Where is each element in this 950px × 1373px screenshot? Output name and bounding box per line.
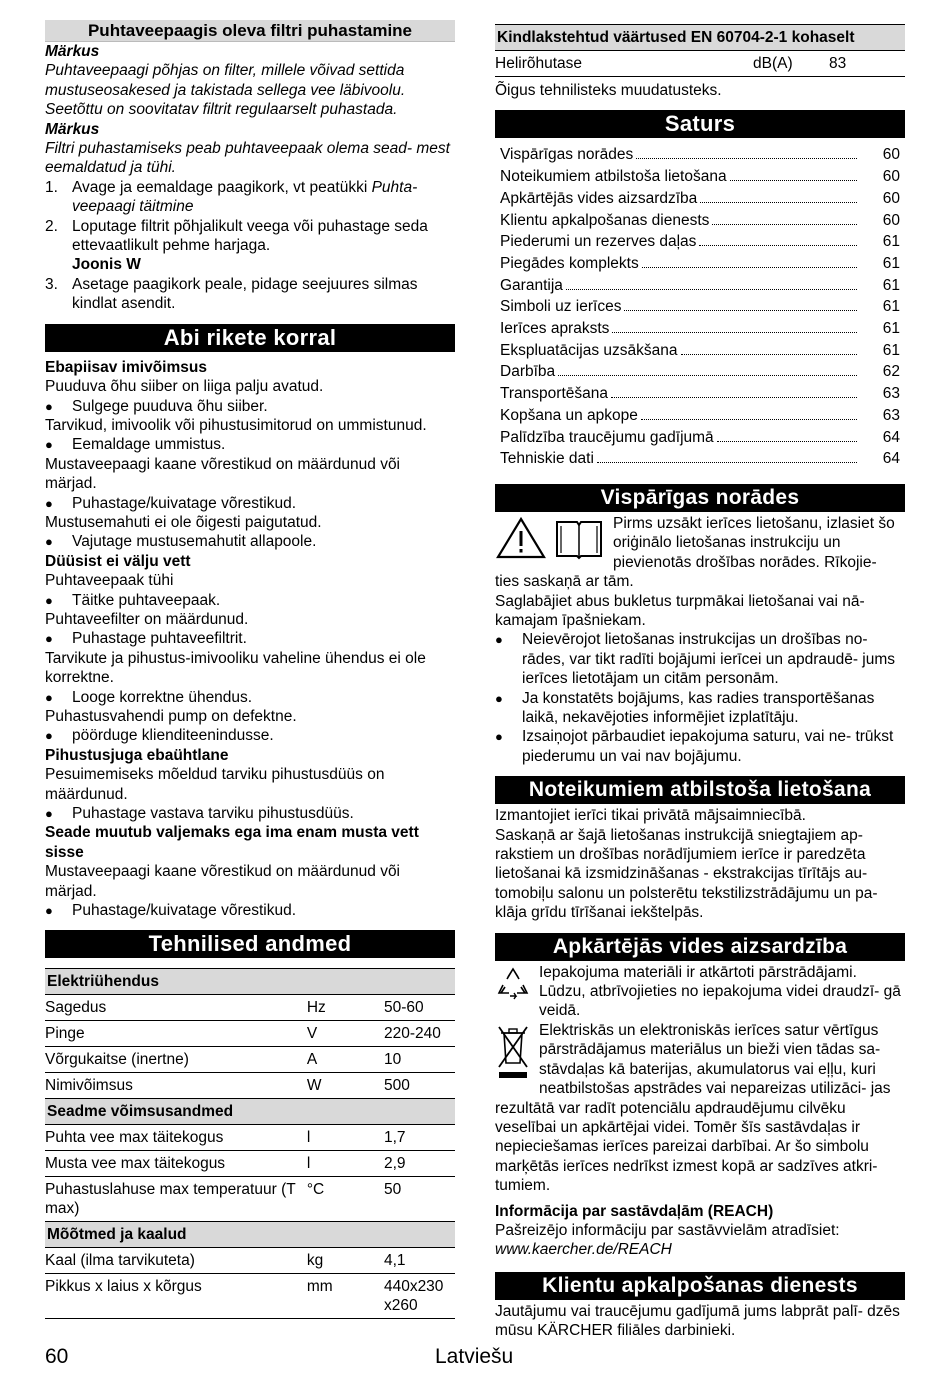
remedy-text: Looge korrektne ühendus.: [72, 688, 253, 706]
toc-leader: [611, 397, 857, 398]
en-table: [495, 24, 905, 77]
toc-title: Ierīces apraksts: [500, 320, 610, 338]
toc-page: 60: [882, 189, 900, 207]
bullet-item: [45, 532, 455, 551]
bullet-dot: ●: [495, 632, 503, 648]
note-label: Märkus: [45, 43, 100, 60]
en-row-value: 83: [829, 51, 905, 77]
table-section-row: [45, 1222, 455, 1248]
step-item: [45, 217, 455, 256]
table-row: [45, 1021, 455, 1047]
note-text: Puhtaveepaagi põhjas on filter, millele võivad settida mustuseosakesed ja takistada sellega vee läbivoolu. Seetõttu on soovitatav filtrit regulaarselt puhastada.: [45, 62, 406, 119]
step-text: Asetage paagikork peale, pidage seejuures silmas kindlat asendit.: [72, 275, 418, 313]
toc-title: Darbība: [500, 363, 556, 381]
table-row: [45, 1248, 455, 1274]
note-label: Märkus: [45, 120, 100, 138]
intended-use-text: Saskaņā ar šajā lietošanas instrukcijā sniegtajiem ap- rakstiem un drošības norādījumiem ierīce ir paredzēta lietošanai kā izsmidzināšanas - ekstrakcijas tīrītājs au- tomobiļu salonu un polsterētu tekstilizstrādājumu un pa- klāja grīdu tīrīšanai iekštelpās.: [495, 826, 878, 922]
env-weee-text: Elektriskās un elektroniskās ierīces satur vērtīgus pārstrādājamus materiālus un bieži vien tādas sa- stāvdaļas kā baterijas, akumulatorus vai eļļu, kuri neatbilstošas apstrādes vai nepareizas utilizāci- jas rezultātā var radīt potenciālu apdraudējumu cilvēku veselībai un apkārtējai videi. Tomēr šīs sastāvdaļas ir nepieciešamas ierīces pareizai darbībai. Ar šo simbolu marķētās ierīces nedrīkst izmest kopā ar sadzīves atkri- tumiem.: [495, 1021, 891, 1195]
table-section-row: [45, 1099, 455, 1125]
recycling-icon: [495, 965, 531, 1008]
remedy-text: Eemaldage ummistus.: [72, 436, 226, 454]
table-section-label: Seadme võimsusandmed: [45, 1099, 455, 1125]
left-column: [45, 20, 455, 1319]
bullet-text: Izsaiņojot pārbaudiet iepakojuma saturu, vai ne- trūkst piederumu un vai nav bojājumu.: [522, 728, 894, 765]
toc-leader: [717, 441, 857, 442]
toc-leader: [612, 332, 857, 333]
bullet-dot: ●: [45, 728, 53, 744]
bullet-item: [45, 591, 455, 610]
crossed-bin-icon: [495, 1023, 531, 1086]
toc-title: Palīdzība traucējumu gadījumā: [500, 428, 714, 446]
tech-heading: Tehnilised andmed: [45, 930, 455, 958]
toc-page: 61: [882, 276, 900, 294]
toc-entry[interactable]: [495, 275, 905, 297]
trouble-list: [45, 358, 455, 921]
toc-entry[interactable]: [495, 448, 905, 470]
bullet-dot: ●: [45, 437, 53, 453]
figure-ref: Joonis W: [72, 256, 141, 274]
table-cell-label: Võrgukaitse (inertne): [45, 1047, 307, 1073]
toc-title: Tehniskie dati: [500, 450, 594, 468]
table-cell-unit: W: [307, 1073, 384, 1099]
fault-cause: Puhtaveepaak tühi: [45, 572, 174, 590]
table-cell-unit: Hz: [307, 995, 384, 1021]
toc-leader: [636, 158, 857, 159]
toc-page: 64: [882, 428, 900, 446]
toc-entry[interactable]: [495, 166, 905, 188]
remedy-text: Puhastage/kuivatage võrestikud.: [72, 902, 297, 920]
toc-title: Apkārtējās vides aizsardzība: [500, 189, 698, 207]
table-cell-unit: V: [307, 1021, 384, 1047]
toc-leader: [700, 202, 857, 203]
bullet-item: [45, 688, 455, 707]
fault-cause: Tarvikud, imivoolik või pihustusimitorud on ummistunud.: [45, 416, 427, 434]
table-cell-value: 1,7: [384, 1125, 455, 1151]
table-cell-label: Puhastuslahuse max temperatuur (T max): [45, 1177, 307, 1222]
table-cell-value: 50-60: [384, 995, 455, 1021]
fault-cause: Mustaveepaagi kaane võrestikud on määrdunud või märjad.: [45, 455, 401, 493]
toc-title: Kopšana un apkope: [500, 406, 638, 424]
toc-page: 64: [882, 450, 900, 468]
toc-entry[interactable]: [495, 383, 905, 405]
toc-leader: [566, 289, 857, 290]
toc-page: 60: [882, 146, 900, 164]
fault-cause: Mustusemahuti ei ole õigesti paigutatud.: [45, 513, 322, 531]
remedy-text: Täitke puhtaveepaak.: [72, 591, 221, 609]
bullet-item: [45, 494, 455, 513]
reach-text: Pašreizējo informāciju par sastāvvielām atradīsiet:: [495, 1221, 840, 1239]
warning-icon: [495, 516, 547, 565]
general-heading: Vispārīgas norādes: [495, 484, 905, 512]
toc-title: Simboli uz ierīces: [500, 298, 622, 316]
toc-title: Vispārīgas norādes: [500, 146, 634, 164]
table-row: [45, 1151, 455, 1177]
toc-entry[interactable]: [495, 231, 905, 253]
fault-cause: Puhtaveefilter on määrdunud.: [45, 610, 249, 628]
remedy-text: Puhastage vastava tarviku pihustusdüüs.: [72, 805, 354, 823]
bullet-item: [45, 726, 455, 745]
toc-leader: [597, 462, 857, 463]
bullet-dot: ●: [495, 729, 503, 745]
table-row: [45, 1073, 455, 1099]
general-keep: Saglabājiet abus bukletus turpmākai lietošanai vai nā- kamajam īpašniekam.: [495, 592, 865, 629]
remedy-text: Vajutage mustusemahutit allapoole.: [72, 533, 317, 551]
step-number: 2.: [45, 217, 58, 235]
toc-entry[interactable]: [495, 427, 905, 449]
toc-page: 60: [882, 211, 900, 229]
toc-list: [495, 144, 905, 470]
toc-entry[interactable]: [495, 296, 905, 318]
bullet-dot: ●: [45, 631, 53, 647]
table-row: [45, 1274, 455, 1319]
tech-table: [45, 968, 455, 1319]
toc-entry[interactable]: [495, 210, 905, 232]
env-recycle-block: [495, 963, 905, 1021]
table-section-label: Elektriühendus: [45, 969, 455, 995]
bullet-item: [45, 435, 455, 454]
fault-cause: Mustaveepaagi kaane võrestikud on määrdunud või märjad.: [45, 863, 401, 900]
bullet-dot: ●: [45, 495, 53, 511]
remedy-text: Puhastage/kuivatage võrestikud.: [72, 494, 297, 512]
toc-title: Transportēšana: [500, 385, 608, 403]
step-number: 1.: [45, 178, 58, 196]
table-row: [45, 995, 455, 1021]
toc-leader: [730, 180, 857, 181]
table-cell-value: 50: [384, 1177, 455, 1222]
fault-cause: Pesuimemiseks mõeldud tarviku pihustusdüüs on määrdunud.: [45, 766, 385, 803]
toc-heading: Saturs: [495, 110, 905, 138]
bullet-text: Ja konstatēts bojājums, kas radies transportēšanas laikā, nekavējoties informējiet izplatītāju.: [522, 689, 875, 727]
toc-title: Klientu apkalpošanas dienests: [500, 211, 710, 229]
table-cell-unit: l: [307, 1125, 384, 1151]
bullet-dot: ●: [45, 689, 53, 705]
toc-title: Piegādes komplekts: [500, 254, 639, 272]
toc-entry[interactable]: [495, 253, 905, 275]
step-text-main: Avage ja eemaldage paagikork, vt peatükki: [72, 178, 372, 196]
table-cell-label: Puhta vee max täitekogus: [45, 1125, 307, 1151]
bullet-item: [45, 804, 455, 823]
trouble-heading: Abi rikete korral: [45, 324, 455, 352]
table-row: [45, 1047, 455, 1073]
toc-page: 61: [882, 341, 900, 359]
note-text: Filtri puhastamiseks peab puhtaveepaak olema sead- mest eemaldatud ja tühi.: [45, 140, 450, 177]
toc-page: 61: [882, 254, 900, 272]
toc-leader: [699, 245, 857, 246]
reach-label: Informācija par sastāvdaļām (REACH): [495, 1202, 774, 1220]
toc-entry[interactable]: [495, 144, 905, 166]
toc-page: 61: [882, 233, 900, 251]
page-number: 60: [45, 1345, 69, 1368]
toc-page: 61: [882, 320, 900, 338]
step-text: [72, 178, 455, 217]
fault-cause: Puhastusvahendi pump on defektne.: [45, 708, 297, 725]
toc-page: 62: [882, 363, 900, 381]
toc-title: Piederumi un rezerves daļas: [500, 233, 697, 251]
toc-page: 63: [882, 406, 900, 424]
table-cell-value: 4,1: [384, 1248, 455, 1274]
service-text: Jautājumu vai traucējumu gadījumā jums labprāt palī- dzēs mūsu KÄRCHER filiāles darbinieki.: [495, 1302, 900, 1340]
toc-entry[interactable]: [495, 361, 905, 383]
remedy-text: Sulgege puuduva õhu siiber.: [72, 397, 268, 415]
en-table-heading: Kindlakstehtud väärtused EN 60704-2-1 kohaselt: [495, 25, 905, 51]
toc-title: Noteikumiem atbilstoša lietošana: [500, 168, 727, 186]
toc-page: 61: [882, 298, 900, 316]
remedy-text: pöörduge klienditeenindusse.: [72, 727, 274, 745]
bullet-item: [495, 689, 905, 728]
table-cell-unit: l: [307, 1151, 384, 1177]
service-heading: Klientu apkalpošanas dienests: [495, 1272, 905, 1300]
manual-book-icon: [553, 516, 605, 565]
toc-title: Garantija: [500, 276, 563, 294]
step-item: [45, 275, 455, 314]
filter-heading: Puhtaveepaagis oleva filtri puhastamine: [45, 20, 455, 42]
table-cell-value: 10: [384, 1047, 455, 1073]
table-section-label: Mõõtmed ja kaalud: [45, 1222, 455, 1248]
table-row: [45, 1177, 455, 1222]
table-cell-value: 220-240: [384, 1021, 455, 1047]
table-cell-unit: °C: [307, 1177, 384, 1222]
toc-page: 63: [882, 385, 900, 403]
table-cell-unit: A: [307, 1047, 384, 1073]
bullet-item: [45, 629, 455, 648]
toc-leader: [681, 354, 858, 355]
fault-heading: Seade muutub valjemaks ega ima enam musta vett sisse: [45, 824, 419, 861]
toc-entry[interactable]: [495, 188, 905, 210]
toc-leader: [558, 375, 857, 376]
rights-note: Õigus tehnilisteks muudatusteks.: [495, 82, 722, 99]
toc-entry[interactable]: [495, 405, 905, 427]
toc-leader: [712, 224, 857, 225]
bullet-dot: ●: [45, 534, 53, 550]
table-cell-unit: mm: [307, 1274, 384, 1319]
bullet-dot: ●: [45, 806, 53, 822]
toc-entry[interactable]: [495, 318, 905, 340]
bullet-item: [45, 397, 455, 416]
table-cell-unit: kg: [307, 1248, 384, 1274]
table-cell-value: 2,9: [384, 1151, 455, 1177]
table-cell-label: Sagedus: [45, 995, 307, 1021]
bullet-item: [495, 727, 905, 766]
toc-entry[interactable]: [495, 340, 905, 362]
table-cell-label: Pinge: [45, 1021, 307, 1047]
reach-link[interactable]: www.kaercher.de/REACH: [495, 1241, 672, 1259]
fault-heading: Düüsist ei välju vett: [45, 552, 191, 570]
intended-use-heading: Noteikumiem atbilstoša lietošana: [495, 776, 905, 804]
step-number: 3.: [45, 275, 58, 293]
environment-heading: Apkārtējās vides aizsardzība: [495, 933, 905, 961]
bullet-dot: ●: [45, 592, 53, 608]
page-language: Latviešu: [435, 1345, 514, 1368]
general-intro-block: [495, 514, 905, 592]
step-text: Loputage filtrit põhjalikult veega või puhastage seda ettevaatlikult pehme harjaga.: [72, 217, 428, 255]
table-cell-label: Nimivõimsus: [45, 1073, 307, 1099]
en-row-label: Helirõhutase: [495, 51, 753, 77]
toc-leader: [642, 267, 857, 268]
table-cell-value: 440x230 x260: [384, 1274, 455, 1319]
table-cell-label: Musta vee max täitekogus: [45, 1151, 307, 1177]
toc-title: Ekspluatācijas uzsākšana: [500, 341, 678, 359]
remedy-text: Puhastage puhtaveefiltrit.: [72, 630, 247, 648]
env-weee-block: [495, 1021, 905, 1196]
general-intro: Pirms uzsākt ierīces lietošanu, izlasiet šo oriģinālo lietošanas instrukciju un pievienotās drošības norādes. Rīkojie- ties saskaņā ar tām.: [495, 514, 895, 591]
table-section-row: [45, 969, 455, 995]
step-ref: Puhta- veepaagi täitmine: [72, 178, 418, 216]
en-row-unit: dB(A): [753, 51, 829, 77]
bullet-dot: ●: [495, 690, 503, 706]
fault-cause: Tarvikute ja pihustus-imivooliku vaheline ühendus ei ole korrektne.: [45, 649, 426, 687]
table-cell-value: 500: [384, 1073, 455, 1099]
bullet-text: Neievērojot lietošanas instrukcijas un drošības no- rādes, var tikt radīti bojājumi ierīcei un apdraudē- jums ierīces lietotājam un citām personām.: [522, 631, 896, 688]
step-item: [45, 178, 455, 217]
right-column: [495, 24, 905, 1341]
table-cell-label: Kaal (ilma tarvikuteta): [45, 1248, 307, 1274]
bullet-dot: ●: [45, 903, 53, 919]
fault-heading: Pihustusjuga ebaühtlane: [45, 746, 229, 764]
env-recycle-text: Iepakojuma materiāli ir atkārtoti pārstrādājami. Lūdzu, atbrīvojieties no iepakojuma videi draudzī- gā veidā.: [539, 963, 901, 1020]
table-row: [45, 1125, 455, 1151]
fault-heading: Ebapiisav imivõimsus: [45, 358, 207, 376]
intended-use-text: Izmantojiet ierīci tikai privātā mājsaimniecībā.: [495, 807, 806, 825]
toc-leader: [624, 310, 857, 311]
bullet-item: [45, 901, 455, 920]
bullet-dot: ●: [45, 398, 53, 414]
table-cell-label: Pikkus x laius x kõrgus: [45, 1274, 307, 1319]
fault-cause: Puuduva õhu siiber on liiga palju avatud.: [45, 378, 324, 396]
bullet-item: [495, 630, 905, 688]
toc-leader: [641, 419, 857, 420]
toc-page: 60: [882, 168, 900, 186]
